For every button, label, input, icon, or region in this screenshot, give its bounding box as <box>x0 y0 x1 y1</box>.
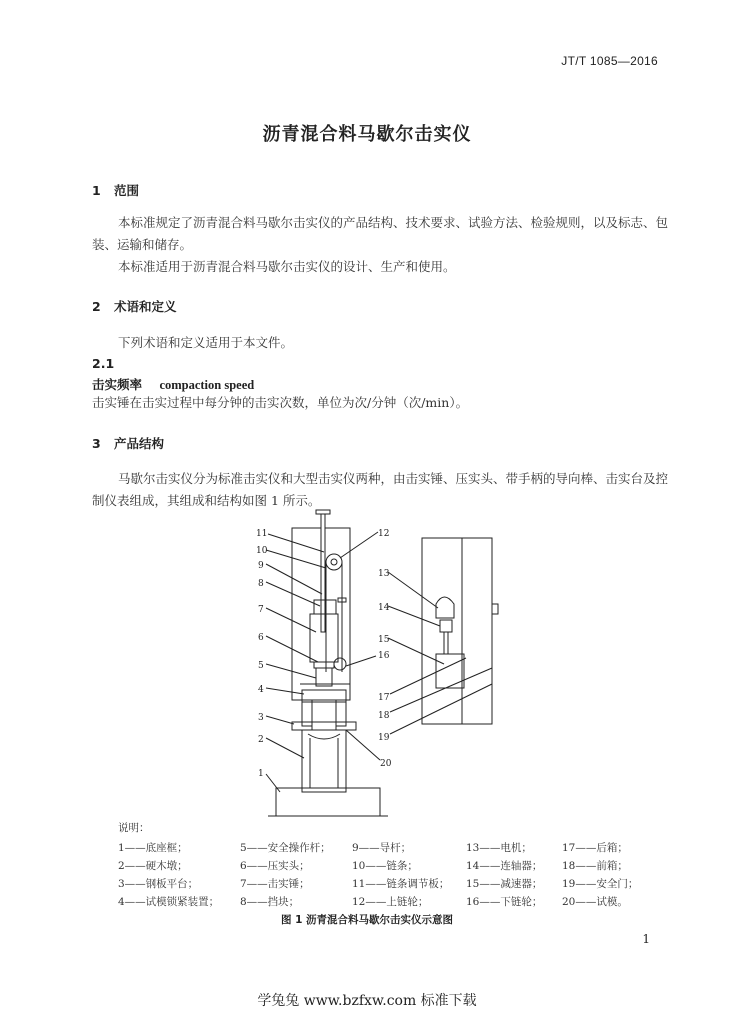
legend-item: 4——试模锁紧装置； <box>118 895 220 908</box>
term-chinese: 击实频率 <box>92 377 143 392</box>
term-definition: 击实锤在击实过程中每分钟的击实次数，单位为次/分钟（次/min）。 <box>92 395 469 410</box>
legend-item: 15——减速器； <box>466 877 543 890</box>
legend-item: 1——底座框； <box>118 841 188 854</box>
section-number: 3 <box>92 436 101 451</box>
section-number: 1 <box>92 183 101 198</box>
section-3-heading <box>92 434 164 452</box>
legend-item: 19——安全门； <box>562 877 639 890</box>
legend-item: 10——链条； <box>352 859 418 872</box>
legend-item: 5——安全操作杆； <box>240 841 331 854</box>
callout-16: 16 <box>378 651 390 661</box>
callout-3: 3 <box>258 713 264 723</box>
legend-item: 3——钢板平台； <box>118 877 199 890</box>
callout-12: 12 <box>378 529 390 539</box>
legend-item: 13——电机； <box>466 841 532 854</box>
legend-item: 14——连轴器； <box>466 859 543 872</box>
callout-14: 14 <box>378 603 390 613</box>
footer-watermark[interactable]: 学兔兔 www.bzfxw.com 标准下载 <box>257 993 477 1009</box>
paragraph: 本标准适用于沥青混合料马歇尔击实仪的设计、生产和使用。 <box>118 259 456 274</box>
legend-item: 11——链条调节板； <box>352 877 450 890</box>
paragraph: 下列术语和定义适用于本文件。 <box>118 335 294 350</box>
paragraph: 制仪表组成，其组成和结构如图 1 所示。 <box>92 493 321 508</box>
callout-20: 20 <box>380 759 392 769</box>
term-english: compaction speed <box>159 378 255 392</box>
legend-item: 20——试模。 <box>562 895 628 908</box>
legend-row <box>118 838 678 856</box>
page-number: 1 <box>642 932 650 946</box>
section-2-heading <box>92 297 177 315</box>
callout-7: 7 <box>258 605 264 615</box>
callout-17: 17 <box>378 693 390 703</box>
callout-15: 15 <box>378 635 390 645</box>
term-heading <box>92 375 254 393</box>
paragraph: 马歇尔击实仪分为标准击实仪和大型击实仪两种，由击实锤、压实头、带手柄的导向棒、击实台及控 <box>118 471 669 486</box>
standard-number: JT/T 1085—2016 <box>561 54 658 68</box>
figure-caption: 图 1 沥青混合料马歇尔击实仪示意图 <box>280 914 454 926</box>
subsection-number: 2.1 <box>92 356 115 371</box>
legend-item: 6——压实头； <box>240 859 310 872</box>
callout-10: 10 <box>256 546 268 556</box>
paragraph: 本标准规定了沥青混合料马歇尔击实仪的产品结构、技术要求、试验方法、检验规则，以及标志、包 <box>118 215 669 230</box>
section-number: 2 <box>92 299 101 314</box>
callout-9: 9 <box>258 561 264 571</box>
callout-5: 5 <box>258 661 264 671</box>
legend-title: 说明： <box>118 822 150 834</box>
legend-item: 12——上链轮； <box>352 895 429 908</box>
paragraph: 装、运输和储存。 <box>92 237 193 252</box>
legend-row <box>118 874 678 892</box>
legend-item: 8——挡块； <box>240 895 300 908</box>
callout-2: 2 <box>258 735 264 745</box>
compactor-diagram <box>230 508 510 818</box>
legend-item: 17——后箱； <box>562 841 628 854</box>
section-1-heading <box>92 181 139 199</box>
callout-1: 1 <box>258 769 264 779</box>
figure-legend <box>118 820 678 910</box>
legend-item: 9——导杆； <box>352 841 412 854</box>
callout-18: 18 <box>378 711 390 721</box>
callout-13: 13 <box>378 569 390 579</box>
legend-item: 2——硬木墩； <box>118 859 188 872</box>
section-title: 术语和定义 <box>114 299 177 314</box>
section-title: 产品结构 <box>114 436 165 451</box>
legend-row <box>118 856 678 874</box>
callout-11: 11 <box>256 529 268 539</box>
callout-6: 6 <box>258 633 264 643</box>
callout-8: 8 <box>258 579 264 589</box>
legend-item: 16——下链轮； <box>466 895 543 908</box>
legend-item: 7——击实锤； <box>240 877 310 890</box>
legend-item: 18——前箱； <box>562 859 628 872</box>
legend-row <box>118 892 678 910</box>
section-title: 范围 <box>114 183 140 198</box>
callout-19: 19 <box>378 733 390 743</box>
callout-4: 4 <box>258 685 264 695</box>
document-title: 沥青混合料马歇尔击实仪 <box>262 124 472 145</box>
